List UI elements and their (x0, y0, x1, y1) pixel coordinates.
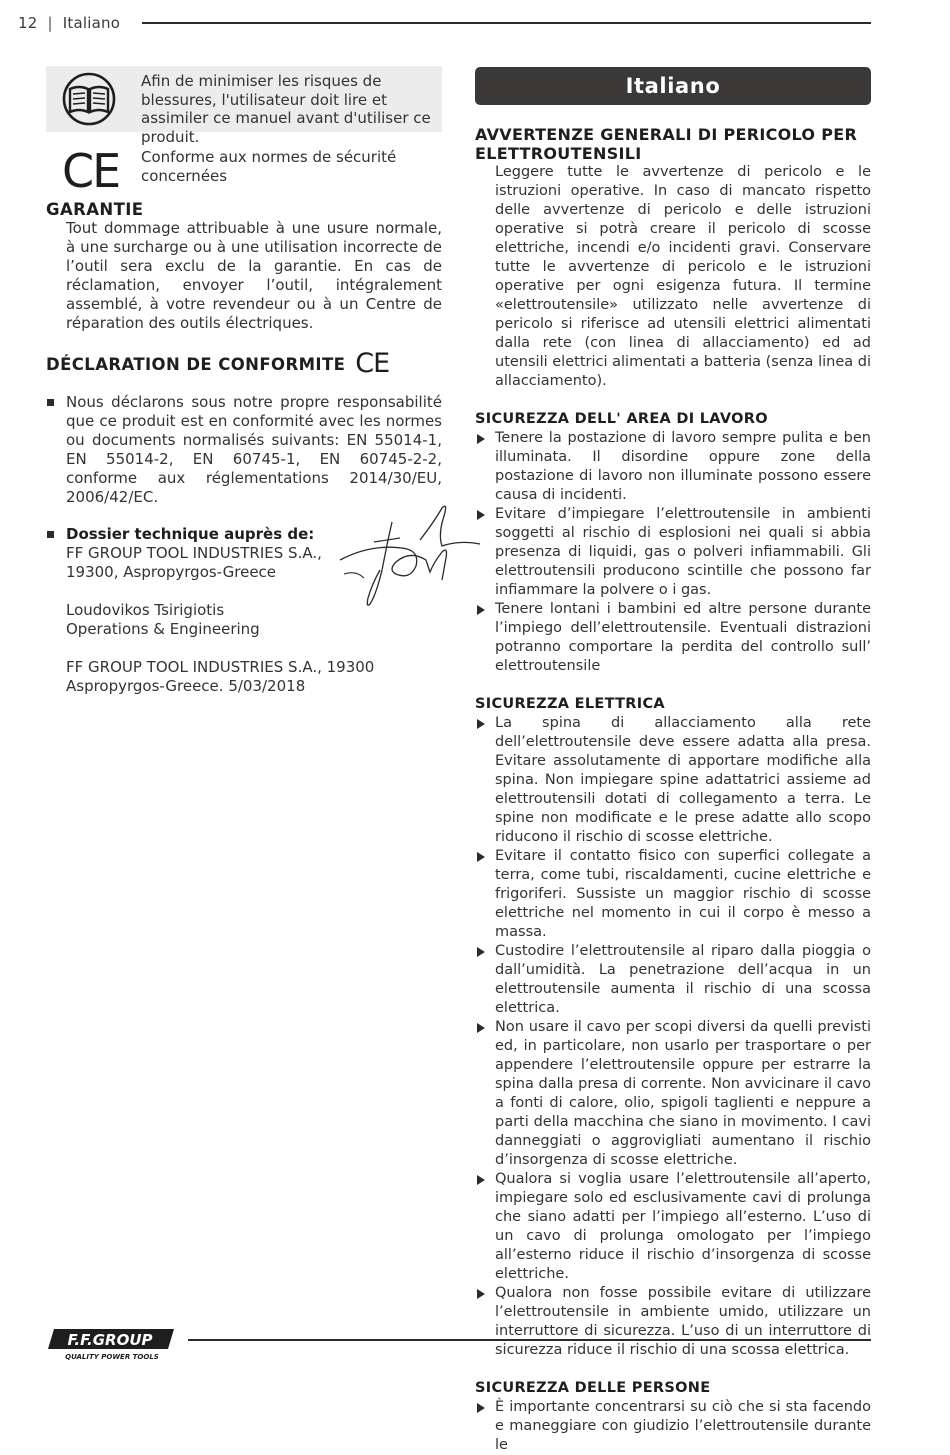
declaration-heading: DÉCLARATION DE CONFORMITE (46, 354, 346, 374)
list-item: Evitare il contatto fisico con superfici collegate a terra, come tubi, riscaldamenti, cucine elettriche e frigoriferi. Sussiste un maggior rischio di scosse elettriche nel momento in cui il corpo è messo a massa. (475, 847, 871, 942)
list-item: Qualora non fosse possibile evitare di utilizzare l’elettroutensile in ambiente umido, utilizzare un interruttore di sicurezza. L’uso di un interruttore di sicurezza riduce il rischio di una scossa elettrica. (475, 1284, 871, 1360)
signer-name: Loudovikos Tsirigiotis (66, 601, 225, 619)
signer-role: Operations & Engineering (66, 620, 260, 638)
header-language: Italiano (62, 14, 121, 32)
guarantee-heading: GARANTIE (46, 200, 144, 219)
electrical-safety-heading: SICUREZZA ELETTRICA (475, 696, 665, 712)
list-item: Evitare d’impiegare l’elettroutensile in ambienti soggetti al rischio di esplosioni nei quali si abbia presenza di liquidi, gas o polveri infiammabili. Gli elettroutensili producono scintille che possono far infiammare la polvere o i gas. (475, 505, 871, 600)
dossier-title: Dossier technique auprès de: (66, 525, 315, 543)
handwritten-signature (330, 500, 490, 612)
triangle-bullet-icon (477, 510, 485, 520)
triangle-bullet-icon (477, 434, 485, 444)
general-warnings-text: Leggere tutte le avvertenze di pericolo e le istruzioni operative. In caso di mancato rispetto delle avvertenze di pericolo e delle istruzioni operative si potrà creare il pericolo di scosse elettriche, incendi e/o incidenti gravi. Conservare tutte le avvertenze di pericolo e le istruzioni operative per ogni esigenza futura. Il termine «elettroutensile» utilizzato nelle avvertenze di pericolo si riferisce ad utensili elettrici alimentati dalla rete (con linea di allacciamento) ed ad utensili elettrici alimentati a batteria (senza linea di allacciamento). (495, 164, 871, 389)
closing-company: FF GROUP TOOL INDUSTRIES S.A., 19300 (66, 658, 375, 676)
right-column (475, 67, 871, 1455)
triangle-bullet-icon (477, 719, 485, 729)
closing-place-date: Aspropyrgos-Greece. 5/03/2018 (66, 677, 306, 695)
logo-tagline: QUALITY POWER TOOLS (65, 1353, 159, 1361)
list-item: È importante concentrarsi su ciò che si sta facendo e maneggiare con giudizio l’elettroutensile durante le (475, 1398, 871, 1455)
list-item: Qualora si voglia usare l’elettroutensile all’aperto, impiegare solo ed esclusivamente cavi di prolunga che siano adatti per l’impiego all’esterno. L’uso di un cavo di prolunga omologato per l’impiego all’esterno riduce il rischio d’insorgenza di scosse elettriche. (475, 1170, 871, 1284)
header-separator: | (47, 14, 53, 32)
left-column (46, 66, 442, 696)
ce-notice-row (46, 144, 442, 204)
page-number: 12 (18, 14, 38, 32)
triangle-bullet-icon (477, 1403, 485, 1413)
personal-safety-heading: SICUREZZA DELLE PERSONE (475, 1380, 711, 1396)
work-area-list (475, 429, 871, 676)
dossier-address: 19300, Aspropyrgos-Greece (66, 563, 277, 581)
logo-text: F.F.GROUP (67, 1331, 153, 1349)
square-bullet-icon (47, 531, 54, 538)
list-item: Tenere la postazione di lavoro sempre pulita e ben illuminata. Il disordine oppure zone della postazione di lavoro non illuminate possono essere causa di incidenti. (475, 429, 871, 505)
read-manual-icon (60, 72, 118, 126)
work-area-heading: SICUREZZA DELL' AREA DI LAVORO (475, 411, 768, 427)
page-header (18, 14, 120, 32)
ff-group-logo (46, 1327, 176, 1361)
square-bullet-icon (47, 399, 54, 406)
ce-mark-icon: CE (62, 144, 120, 198)
list-item: Tenere lontani i bambini ed altre persone durante l’impiego dell’elettroutensile. Eventuali distrazioni potranno comportare la perdita del controllo sull’ elettroutensile (475, 600, 871, 676)
list-item: Custodire l’elettroutensile al riparo dalla pioggia o dall’umidità. La penetrazione dell’acqua in un elettroutensile aumenta il rischio di una scossa elettrica. (475, 942, 871, 1018)
ce-mark-small-icon: CE (355, 348, 390, 379)
manual-notice-box (46, 66, 442, 146)
language-banner: Italiano (475, 67, 871, 105)
personal-safety-list (475, 1398, 871, 1455)
header-rule (142, 22, 871, 24)
triangle-bullet-icon (477, 1175, 485, 1185)
general-warnings-heading: AVVERTENZE GENERALI DI PERICOLO PER ELETTROUTENSILI (475, 125, 858, 163)
footer-rule (188, 1339, 871, 1341)
ce-notice-text: Conforme aux normes de sécurité concernées (141, 148, 397, 185)
manual-notice-text: Afin de minimiser les risques de blessures, l'utilisateur doit lire et assimiler ce manuel avant d'utiliser ce produit. (141, 72, 431, 146)
declaration-heading-row (46, 348, 442, 379)
electrical-safety-list (475, 714, 871, 1360)
dossier-company: FF GROUP TOOL INDUSTRIES S.A., (66, 544, 322, 562)
triangle-bullet-icon (477, 852, 485, 862)
declaration-item (46, 393, 442, 507)
list-item: Non usare il cavo per scopi diversi da quelli previsti ed, in particolare, non usarlo per trasportare o per appendere l’elettroutensile oppure per estrarre la spina dalla presa di corrente. Non avvicinare il cavo a fonti di calore, olio, spigoli taglienti e neppure a parti della macchina che siano in movimento. I cavi danneggiati o aggrovigliati aumentano il rischio d’insorgenza di scosse elettriche. (475, 1018, 871, 1170)
list-item: La spina di allacciamento alla rete dell’elettroutensile deve essere adatta alla presa. Evitare assolutamente di apportare modifiche alla spina. Non impiegare spine adattatrici assieme ad elettroutensili dotati di collegamento a terra. Le spine non modificate e le prese adatte allo scopo riducono il rischio di scosse elettriche. (475, 714, 871, 847)
triangle-bullet-icon (477, 947, 485, 957)
triangle-bullet-icon (477, 1023, 485, 1033)
declaration-text: Nous déclarons sous notre propre responsabilité que ce produit est en conformité avec les normes ou documents normalisés suivants: EN 55014-1, EN 55014-2, EN 60745-1, EN 60745-2-2, conforme aux réglementations 2014/30/EU, 2006/42/EC. (66, 393, 442, 506)
guarantee-text: Tout dommage attribuable à une usure normale, à une surcharge ou à une utilisation incorrecte de l’outil sera exclu de la garantie. En cas de réclamation, envoyer l’outil, intégralement assemblé, à votre revendeur ou à un Centre de réparation des outils électriques. (66, 219, 442, 332)
triangle-bullet-icon (477, 1289, 485, 1299)
triangle-bullet-icon (477, 605, 485, 615)
